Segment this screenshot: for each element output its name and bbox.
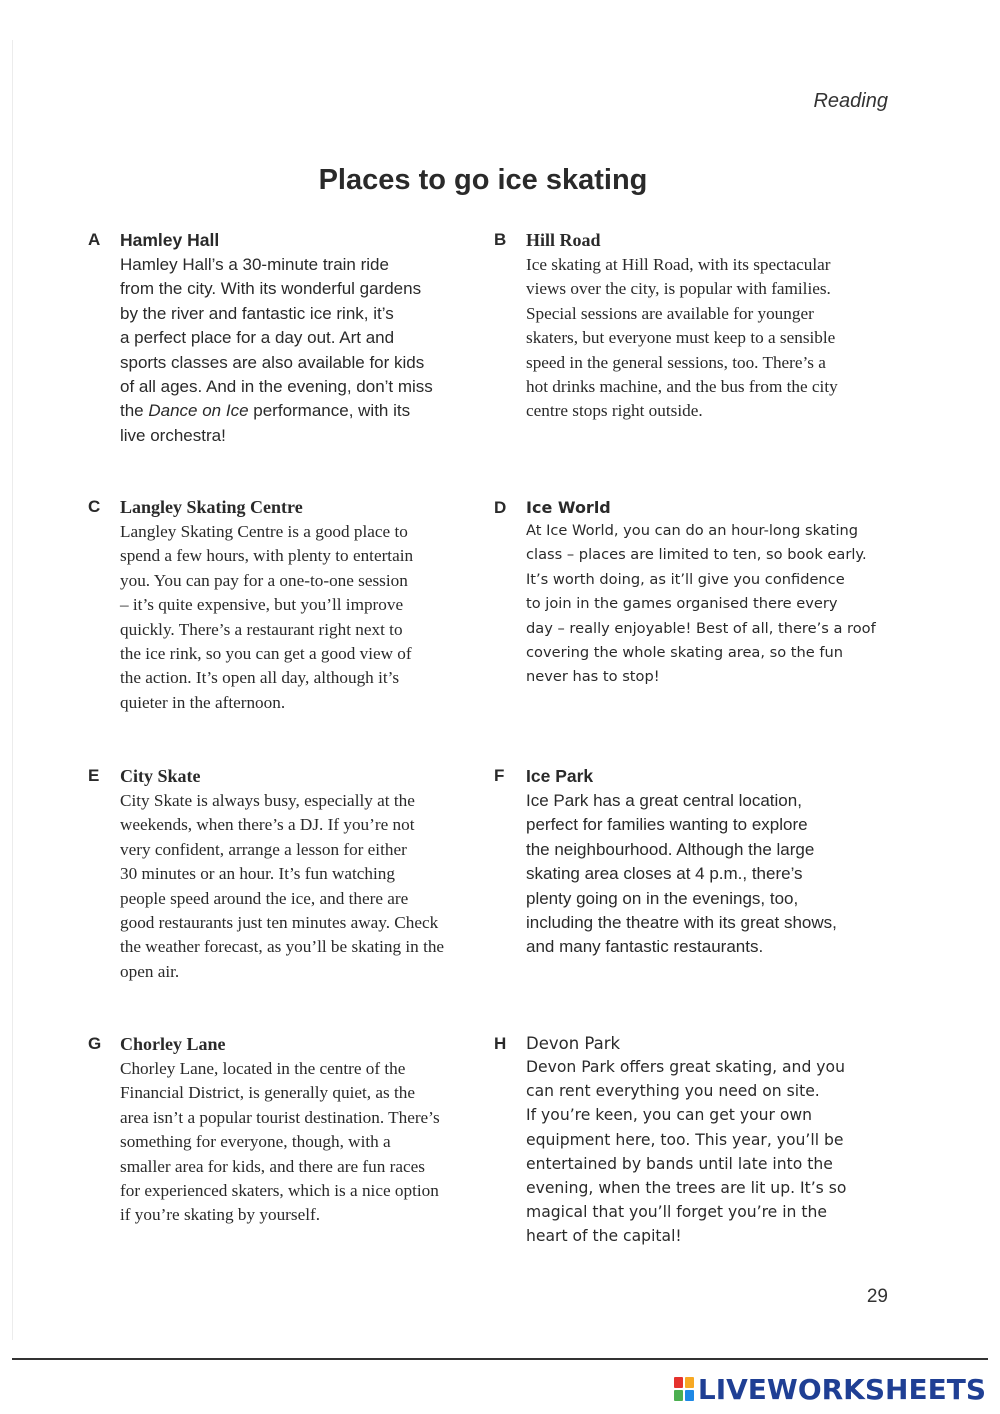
entry-heading: Hill Road bbox=[526, 230, 601, 250]
body-line: if you’re skating by yourself. bbox=[120, 1205, 320, 1225]
entry-body bbox=[526, 253, 886, 424]
page-title: Places to go ice skating bbox=[318, 164, 648, 196]
liveworksheets-logo-icon bbox=[674, 1377, 694, 1401]
body-line: Chorley Lane, located in the centre of the bbox=[120, 1059, 406, 1078]
entry-heading: Ice Park bbox=[526, 766, 594, 786]
entry-letter: B bbox=[494, 230, 507, 249]
body-line: plenty going on in the evenings, too, bbox=[526, 888, 799, 908]
body-line: At Ice World, you can do an hour-long skating bbox=[526, 522, 859, 539]
body-line: covering the whole skating area, so the fun bbox=[526, 644, 844, 662]
entry-heading: Chorley Lane bbox=[120, 1034, 226, 1054]
body-line: weekends, when there’s a DJ. If you’re not bbox=[120, 815, 415, 835]
body-line: perfect for families wanting to explore bbox=[526, 815, 808, 835]
body-line: spend a few hours, with plenty to entertain bbox=[120, 546, 414, 566]
entry-body bbox=[526, 519, 886, 690]
body-line: the weather forecast, as you’ll be skating in the bbox=[120, 937, 445, 957]
body-line: from the city. With its wonderful gardens bbox=[120, 279, 422, 299]
entry-body bbox=[526, 1055, 886, 1249]
page-edge bbox=[12, 40, 13, 1340]
entry-letter: G bbox=[88, 1034, 102, 1053]
entry-heading: Langley Skating Centre bbox=[120, 497, 303, 517]
body-line: open air. bbox=[120, 961, 180, 981]
body-line: smaller area for kids, and there are fun races bbox=[120, 1156, 425, 1176]
body-line: Ice Park has a great central location, bbox=[526, 791, 802, 810]
body-line: good restaurants just ten minutes away. Check bbox=[120, 913, 439, 933]
body-line bbox=[120, 399, 490, 423]
show-title: Dance on Ice bbox=[148, 401, 249, 421]
body-line: never has to stop! bbox=[526, 668, 660, 686]
body-line: can rent everything you need on site. bbox=[526, 1082, 820, 1101]
body-line: people speed around the ice, and there are bbox=[120, 888, 409, 908]
body-line: – it’s quite expensive, but you’ll improve bbox=[120, 595, 404, 615]
entry-f bbox=[494, 766, 886, 960]
page-number: 29 bbox=[866, 1286, 888, 1307]
text-run: the bbox=[120, 401, 149, 421]
body-line: equipment here, too. This year, you’ll be bbox=[526, 1130, 844, 1149]
body-line: hot drinks machine, and the bus from the city bbox=[526, 377, 838, 397]
body-line: the ice rink, so you can get a good view of bbox=[120, 644, 412, 664]
body-line: Hamley Hall’s a 30-minute train ride bbox=[120, 255, 389, 274]
entry-letter: E bbox=[88, 766, 100, 785]
entry-heading: Ice World bbox=[526, 498, 611, 517]
body-line: speed in the general sessions, too. There’s a bbox=[526, 352, 826, 372]
entry-c bbox=[88, 497, 490, 715]
body-line: day – really enjoyable! Best of all, there’s a roof bbox=[526, 619, 876, 637]
entry-b bbox=[494, 230, 886, 424]
entry-letter: H bbox=[494, 1034, 507, 1053]
body-line: sports classes are also available for kids bbox=[120, 352, 425, 372]
body-line: Ice skating at Hill Road, with its spectacular bbox=[526, 255, 831, 274]
entry-heading: City Skate bbox=[120, 766, 201, 786]
body-line: entertained by bands until late into the bbox=[526, 1154, 833, 1173]
body-line: evening, when the trees are lit up. It’s so bbox=[526, 1179, 847, 1198]
body-line: 30 minutes or an hour. It’s fun watching bbox=[120, 864, 395, 884]
body-line: of all ages. And in the evening, don’t miss bbox=[120, 377, 433, 397]
body-line: It’s worth doing, as it’ll give you confidence bbox=[526, 570, 845, 588]
body-line: the action. It’s open all day, although it’s bbox=[120, 668, 400, 688]
body-line: skating area closes at 4 p.m., there’s bbox=[526, 864, 803, 884]
body-line: class – places are limited to ten, so book early. bbox=[526, 546, 867, 564]
body-line: quickly. There’s a restaurant right next to bbox=[120, 619, 403, 639]
text-run: performance, with its bbox=[248, 401, 411, 421]
body-line: Financial District, is generally quiet, as the bbox=[120, 1083, 415, 1103]
liveworksheets-brand[interactable] bbox=[674, 1372, 986, 1406]
footer-rule bbox=[12, 1358, 988, 1360]
entry-letter: D bbox=[494, 498, 507, 517]
body-line: including the theatre with its great shows, bbox=[526, 913, 837, 933]
entry-body bbox=[120, 1057, 490, 1228]
body-line: you. You can pay for a one-to-one session bbox=[120, 570, 408, 590]
body-line: centre stops right outside. bbox=[526, 401, 703, 421]
entry-body bbox=[120, 520, 490, 715]
entry-heading: Devon Park bbox=[526, 1034, 621, 1053]
entry-e bbox=[88, 766, 490, 984]
body-line: Special sessions are available for younger bbox=[526, 303, 814, 323]
body-line: heart of the capital! bbox=[526, 1227, 682, 1246]
body-line: skaters, but everyone must keep to a sensible bbox=[526, 328, 836, 348]
section-label: Reading bbox=[813, 90, 888, 112]
entry-letter: C bbox=[88, 497, 101, 516]
body-line: City Skate is always busy, especially at the bbox=[120, 791, 415, 810]
body-line: a perfect place for a day out. Art and bbox=[120, 328, 395, 348]
body-line: views over the city, is popular with families. bbox=[526, 279, 831, 299]
entry-h bbox=[494, 1034, 886, 1249]
entry-d bbox=[494, 498, 886, 690]
body-line: very confident, arrange a lesson for either bbox=[120, 839, 407, 859]
body-line: and many fantastic restaurants. bbox=[526, 937, 764, 957]
body-line: quieter in the afternoon. bbox=[120, 692, 286, 712]
body-line: Langley Skating Centre is a good place to bbox=[120, 522, 408, 541]
entry-heading: Hamley Hall bbox=[120, 230, 220, 250]
entry-letter: F bbox=[494, 766, 505, 785]
body-line: to join in the games organised there every bbox=[526, 595, 838, 613]
body-line: the neighbourhood. Although the large bbox=[526, 839, 815, 859]
body-line: magical that you’ll forget you’re in the bbox=[526, 1203, 827, 1222]
entry-body bbox=[526, 789, 886, 960]
entry-letter: A bbox=[88, 230, 101, 249]
body-line: area isn’t a popular tourist destination. There’s bbox=[120, 1107, 440, 1127]
body-line: If you’re keen, you can get your own bbox=[526, 1106, 813, 1125]
body-line: for experienced skaters, which is a nice option bbox=[120, 1181, 439, 1201]
brand-name: LIVEWORKSHEETS bbox=[697, 1372, 986, 1406]
body-line: by the river and fantastic ice rink, it’s bbox=[120, 303, 394, 323]
body-line: live orchestra! bbox=[120, 425, 226, 445]
entry-a bbox=[88, 230, 490, 448]
entry-body bbox=[120, 789, 490, 984]
body-line: Devon Park offers great skating, and you bbox=[526, 1058, 845, 1076]
body-line: something for everyone, though, with a bbox=[120, 1132, 391, 1152]
entry-body bbox=[120, 253, 490, 448]
entry-g bbox=[88, 1034, 490, 1228]
